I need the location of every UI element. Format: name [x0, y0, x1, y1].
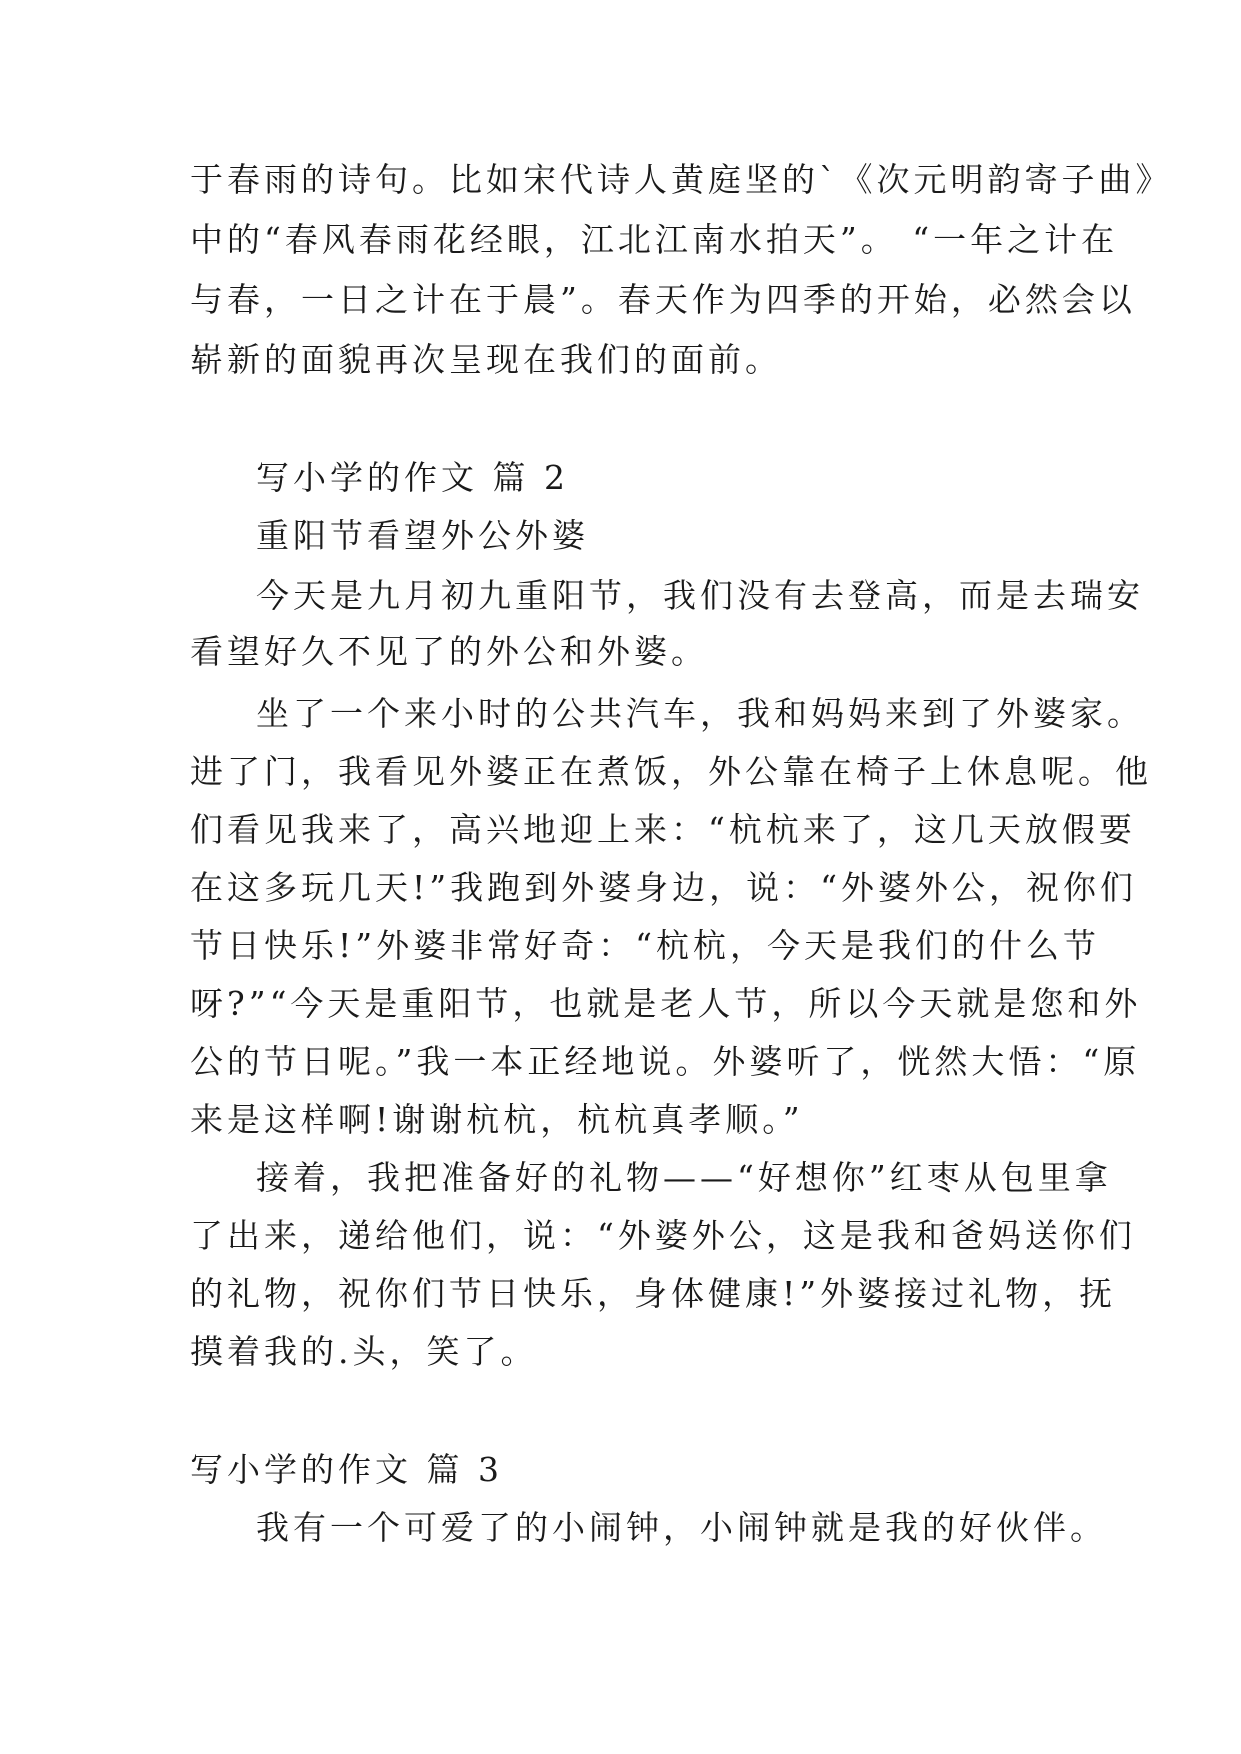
text-line: 与春，一日之计在于晨”。春天作为四季的开始，必然会以: [190, 280, 1136, 319]
text-line: 了出来，递给他们，说：“外婆外公，这是我和爸妈送你们: [190, 1216, 1136, 1255]
text-line: 坐了一个来小时的公共汽车，我和妈妈来到了外婆家。: [256, 694, 1144, 733]
text-line: 摸着我的.头，笑了。: [190, 1332, 538, 1371]
text-line: 呀?”“今天是重阳节，也就是老人节，所以今天就是您和外: [190, 984, 1142, 1023]
text-line: 的礼物，祝你们节日快乐，身体健康!”外婆接过礼物，抚: [190, 1274, 1117, 1313]
text-line: 来是这样啊!谢谢杭杭，杭杭真孝顺。”: [190, 1100, 804, 1139]
text-line: 们看见我来了，高兴地迎上来：“杭杭来了，这几天放假要: [190, 810, 1136, 849]
text-line: 在这多玩几天!”我跑到外婆身边，说：“外婆外公，祝你们: [190, 868, 1138, 907]
text-line: 接着，我把准备好的礼物——“好想你”红枣从包里拿: [256, 1158, 1112, 1197]
essay-heading: 写小学的作文 篇 2: [256, 458, 569, 497]
essay-title: 重阳节看望外公外婆: [256, 516, 589, 555]
text-line: 于春雨的诗句。比如宋代诗人黄庭坚的`《次元明韵寄子曲》: [190, 160, 1173, 199]
text-line: 中的“春风春雨花经眼，江北江南水拍天”。 “一年之计在: [190, 220, 1119, 259]
essay-heading: 写小学的作文 篇 3: [190, 1450, 503, 1489]
text-line: 公的节日呢。”我一本正经地说。外婆听了，恍然大悟：“原: [190, 1042, 1141, 1081]
text-line: 崭新的面貌再次呈现在我们的面前。: [190, 340, 782, 379]
text-line: 节日快乐!”外婆非常好奇：“杭杭，今天是我们的什么节: [190, 926, 1101, 965]
text-line: 看望好久不见了的外公和外婆。: [190, 632, 708, 671]
text-line: 今天是九月初九重阳节，我们没有去登高，而是去瑞安: [256, 576, 1144, 615]
text-line: 进了门，我看见外婆正在煮饭，外公靠在椅子上休息呢。他: [190, 752, 1152, 791]
text-line: 我有一个可爱了的小闹钟，小闹钟就是我的好伙伴。: [256, 1508, 1107, 1547]
